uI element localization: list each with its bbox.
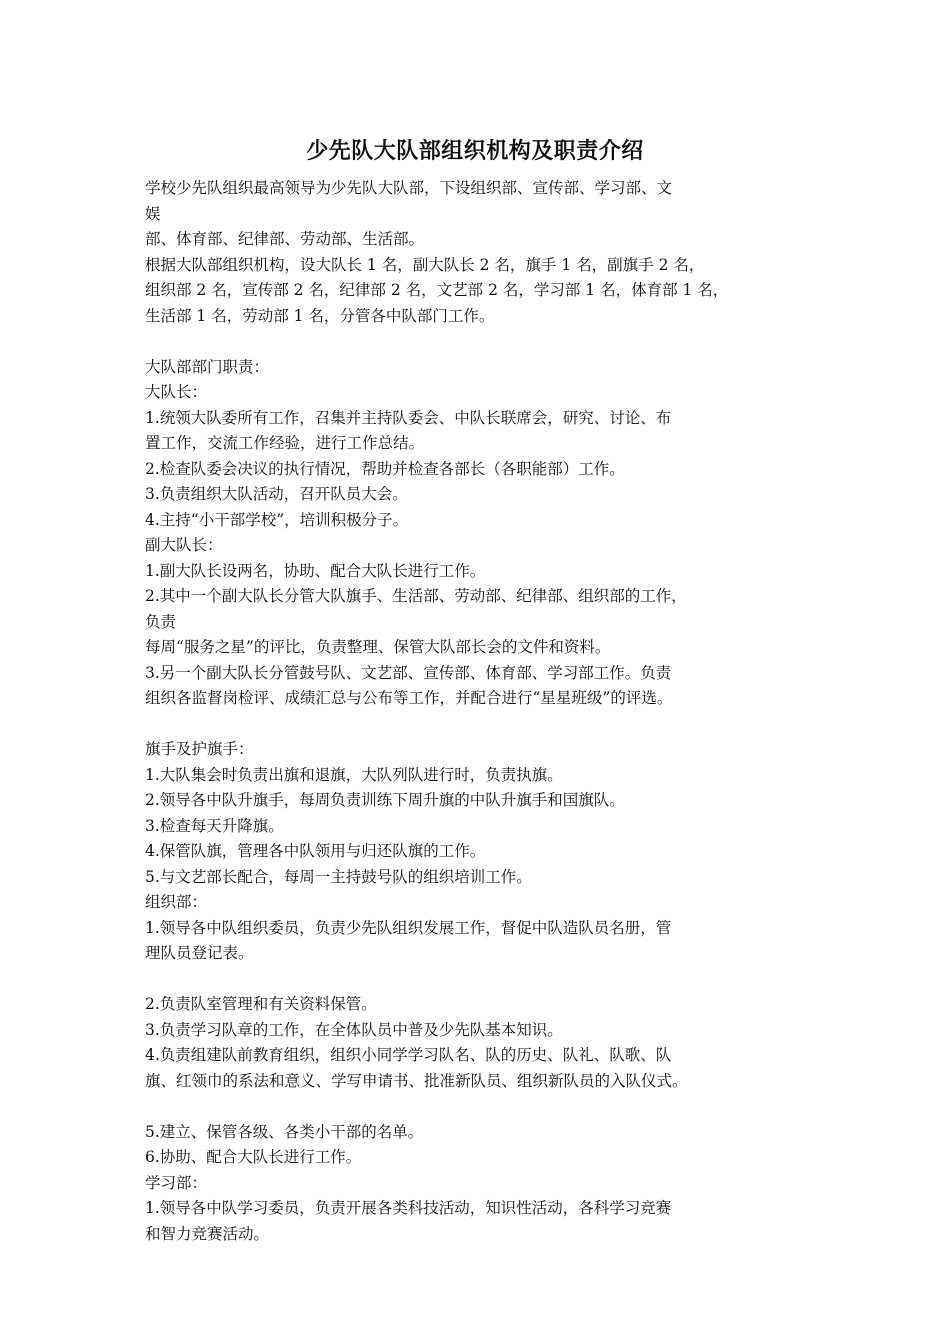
- blank-line: [145, 712, 825, 738]
- paragraph-line: 大队长：: [145, 383, 208, 401]
- blank-line: [145, 967, 825, 993]
- paragraph-line: 生活部 1 名，劳动部 1 名，分管各中队部门工作。: [145, 306, 495, 325]
- paragraph-line: 大队部部门职责：: [145, 357, 270, 376]
- paragraph-line: 3.负责学习队章的工作，在全体队员中普及少先队基本知识。: [145, 1020, 563, 1039]
- paragraph-line: 学校少先队组织最高领导为少先队大队部，下设组织部、宣传部、学习部、文: [145, 179, 673, 197]
- paragraph-line: 根据大队部组织机构，设大队长 1 名，副大队长 2 名，旗手 1 名，副旗手 2 名，: [145, 255, 705, 274]
- paragraph-line: 旗手及护旗手：: [145, 740, 254, 758]
- paragraph-line: 组织部：: [145, 893, 208, 911]
- paragraph-line: 1.副大队长设两名，协助、配合大队长进行工作。: [145, 561, 486, 580]
- paragraph-line: 和智力竞赛活动。: [145, 1224, 270, 1243]
- paragraph-line: 1.统领大队委所有工作，召集并主持队委会、中队长联席会，研究、讨论、布: [145, 408, 672, 427]
- blank-line: [145, 1094, 825, 1120]
- paragraph-line: 3.负责组织大队活动，召开队员大会。: [145, 485, 408, 503]
- paragraph-line: 娱: [145, 204, 161, 223]
- paragraph-line: 旗、红领巾的系法和意义、学写申请书、批准新队员、组织新队员的入队仪式。: [145, 1071, 688, 1090]
- paragraph-line: 2.其中一个副大队长分管大队旗手、生活部、劳动部、纪律部、组织部的工作，: [145, 587, 687, 605]
- paragraph-line: 5.与文艺部长配合，每周一主持鼓号队的组织培训工作。: [145, 867, 532, 886]
- paragraph-line: 2.领导各中队升旗手，每周负责训练下周升旗的中队升旗手和国旗队。: [145, 791, 625, 809]
- paragraph-line: 1.领导各中队组织委员，负责少先队组织发展工作，督促中队造队员名册，管: [145, 918, 672, 937]
- paragraph-line: 3.另一个副大队长分管鼓号队、文艺部、宣传部、体育部、学习部工作。负责: [145, 663, 672, 682]
- paragraph-line: 组织各监督岗检评、成绩汇总与公布等工作，并配合进行“星星班级”的评选。: [145, 689, 673, 707]
- paragraph-line: 6.协助、配合大队长进行工作。: [145, 1148, 362, 1166]
- blank-line: [145, 329, 825, 355]
- paragraph-line: 3.检查每天升降旗。: [145, 816, 284, 835]
- paragraph-line: 每周“服务之星”的评比，负责整理、保管大队部长会的文件和资料。: [145, 638, 611, 656]
- paragraph-line: 4.主持“小干部学校”，培训积极分子。: [145, 510, 409, 529]
- paragraph-line: 4.负责组建队前教育组织，组织小同学学习队名、队的历史、队礼、队歌、队: [145, 1046, 672, 1064]
- paragraph-line: 置工作，交流工作经验，进行工作总结。: [145, 434, 425, 452]
- paragraph-line: 4.保管队旗，管理各中队领用与归还队旗的工作。: [145, 842, 486, 860]
- document-title: 少先队大队部组织机构及职责介绍: [306, 139, 644, 164]
- paragraph-line: 学习部：: [145, 1173, 208, 1192]
- document-body: [145, 176, 825, 1247]
- paragraph-line: 2.检查队委会决议的执行情况，帮助并检查各部长（各职能部）工作。: [145, 459, 625, 478]
- paragraph-line: 1.大队集会时负责出旗和退旗，大队列队进行时，负责执旗。: [145, 765, 563, 784]
- paragraph-line: 1.领导各中队学习委员，负责开展各类科技活动，知识性活动，各科学习竞赛: [145, 1199, 672, 1217]
- paragraph-line: 副大队长：: [145, 536, 223, 554]
- paragraph-line: 理队员登记表。: [145, 944, 254, 962]
- paragraph-line: 负责: [145, 612, 177, 631]
- paragraph-line: 组织部 2 名，宣传部 2 名，纪律部 2 名，文艺部 2 名，学习部 1 名，体育部 1 名，: [145, 281, 729, 299]
- paragraph-line: 部、体育部、纪律部、劳动部、生活部。: [145, 230, 425, 248]
- paragraph-line: 5.建立、保管各级、各类小干部的名单。: [145, 1122, 424, 1141]
- paragraph-line: 2.负责队室管理和有关资料保管。: [145, 995, 377, 1013]
